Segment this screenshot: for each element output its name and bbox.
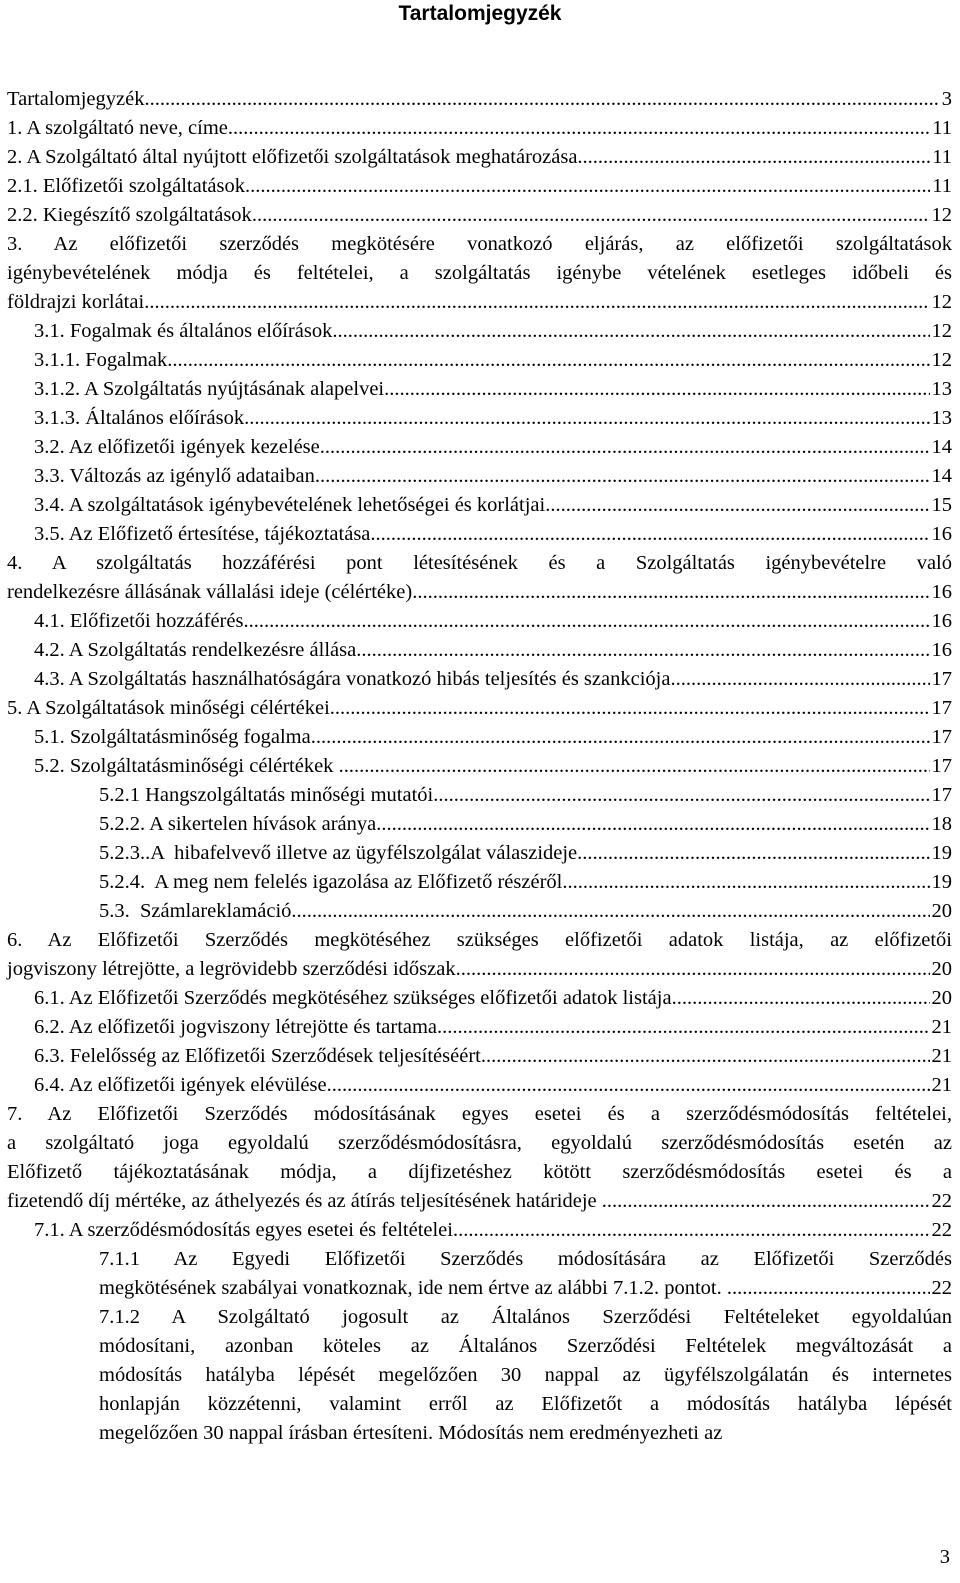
toc-entry-text: 2.1. Előfizetői szolgáltatások — [7, 175, 245, 197]
toc-page-number: 14 — [931, 436, 952, 458]
toc-entry-text: 1. A szolgáltató neve, címe — [7, 117, 228, 139]
toc-page-number: 16 — [931, 523, 952, 545]
toc-entry[interactable] — [7, 810, 952, 839]
toc-page-number: 22 — [931, 1277, 952, 1299]
toc-entry[interactable] — [7, 433, 952, 462]
toc-leader-dots — [481, 1042, 930, 1071]
toc-entry-text: 3.4. A szolgáltatások igénybevételének lehetőségei és korlátjai — [34, 494, 546, 516]
toc-leader-dots — [356, 636, 929, 665]
toc-entry[interactable] — [7, 172, 952, 201]
toc-page-number: 22 — [931, 1190, 952, 1212]
toc-entry[interactable] — [7, 201, 952, 230]
toc-entry[interactable] — [7, 1042, 952, 1071]
toc-entry[interactable] — [7, 404, 952, 433]
toc-entry[interactable] — [7, 549, 952, 607]
toc-entry[interactable] — [7, 636, 952, 665]
toc-entry-text: Tartalomjegyzék — [7, 88, 145, 110]
toc-page-number: 11 — [932, 117, 952, 139]
toc-entry-text: 5.2.2. A sikertelen hívások aránya — [99, 813, 377, 835]
toc-entry-text: 5.2.3..A hibafelvevő illetve az ügyfélszolgálat válaszideje — [99, 842, 578, 864]
toc-entry[interactable] — [7, 752, 952, 781]
toc-page-number: 18 — [931, 813, 952, 835]
toc-entry[interactable] — [7, 491, 952, 520]
toc-entry-text: 3. Az előfizetői szerződés megkötésére vonatkozó eljárás, az előfizetői szolgáltatások — [7, 233, 952, 255]
toc-entry[interactable] — [7, 1303, 952, 1448]
toc-leader-dots — [670, 665, 929, 694]
toc-leader-dots — [437, 1013, 929, 1042]
toc-page-number: 21 — [931, 1016, 952, 1038]
page-number: 3 — [939, 1546, 950, 1568]
toc-entry[interactable] — [7, 839, 952, 868]
toc-page-number: 16 — [931, 639, 952, 661]
toc-entry-text: 3.2. Az előfizetői igények kezelése — [34, 436, 320, 458]
toc-entry-text: 7.1.2 A Szolgáltató jogosult az Általános Szerződési Feltételeket egyoldalúan — [99, 1306, 952, 1328]
toc-page-number: 12 — [931, 204, 952, 226]
toc-entry-text: 4. A szolgáltatás hozzáférési pont létesítésének és a Szolgáltatás igénybevételre való — [7, 552, 952, 574]
toc-entry-text: 6.1. Az Előfizetői Szerződés megkötéséhez szükséges előfizetői adatok listája — [34, 987, 672, 1009]
toc-leader-dots — [167, 346, 929, 375]
toc-entry[interactable] — [7, 1216, 952, 1245]
toc-leader-dots — [456, 955, 930, 984]
toc-entry-text: 3.1.2. A Szolgáltatás nyújtásának alapelvei — [34, 378, 385, 400]
toc-leader-dots — [311, 723, 930, 752]
toc-leader-dots — [602, 1187, 930, 1216]
toc-page-number: 3 — [941, 88, 952, 110]
toc-page-number: 20 — [931, 987, 952, 1009]
toc-page-number: 21 — [931, 1045, 952, 1067]
toc-leader-dots — [327, 1071, 930, 1100]
table-of-contents — [7, 85, 952, 1448]
toc-entry-text: 3.3. Változás az igénylő adataiban — [34, 465, 315, 487]
toc-entry-text: 5.3. Számlareklamáció — [99, 900, 292, 922]
toc-entry[interactable] — [7, 781, 952, 810]
toc-entry[interactable] — [7, 984, 952, 1013]
toc-entry[interactable] — [7, 1071, 952, 1100]
toc-leader-dots — [245, 172, 930, 201]
toc-entry[interactable] — [7, 897, 952, 926]
toc-leader-dots — [412, 578, 929, 607]
toc-leader-dots — [320, 433, 930, 462]
toc-entry[interactable] — [7, 317, 952, 346]
toc-leader-dots — [291, 897, 929, 926]
toc-page-number: 12 — [931, 320, 952, 342]
toc-entry-text: igénybevételének módja és feltételei, a szolgáltatás igénybe vételének esetleges időbeli és — [7, 262, 952, 284]
toc-entry[interactable] — [7, 694, 952, 723]
toc-entry[interactable] — [7, 85, 952, 114]
toc-page-number: 17 — [931, 668, 952, 690]
toc-leader-dots — [672, 984, 930, 1013]
toc-leader-dots — [370, 520, 929, 549]
toc-entry-text: módosítani, azonban köteles az Általános Szerződési Feltételek megváltozását a — [99, 1335, 952, 1357]
toc-entry[interactable] — [7, 230, 952, 317]
toc-leader-dots — [453, 1216, 930, 1245]
toc-entry-text: 7. Az Előfizetői Szerződés módosításának egyes esetei és a szerződésmódosítás feltételei, — [7, 1103, 952, 1125]
toc-entry[interactable] — [7, 1013, 952, 1042]
toc-entry[interactable] — [7, 1100, 952, 1216]
toc-leader-dots — [144, 288, 929, 317]
toc-entry[interactable] — [7, 723, 952, 752]
toc-entry[interactable] — [7, 462, 952, 491]
toc-leader-dots — [332, 317, 929, 346]
toc-leader-dots — [252, 201, 930, 230]
toc-entry-text: megelőzően 30 nappal írásban értesíteni. Módosítás nem eredményezheti az — [99, 1422, 723, 1444]
toc-page-number: 22 — [931, 1219, 952, 1241]
toc-leader-dots — [376, 810, 929, 839]
toc-entry-text: fizetendő díj mértéke, az áthelyezés és az átírás teljesítésének határideje — [7, 1190, 602, 1212]
toc-entry-text: Előfizető tájékoztatásának módja, a díjfizetéshez kötött szerződésmódosítás esetei és a — [7, 1161, 952, 1183]
toc-entry[interactable] — [7, 607, 952, 636]
toc-entry-text: 3.1. Fogalmak és általános előírások — [34, 320, 333, 342]
toc-entry[interactable] — [7, 665, 952, 694]
toc-entry-text: 4.3. A Szolgáltatás használhatóságára vonatkozó hibás teljesítés és szankciója — [34, 668, 671, 690]
toc-leader-dots — [315, 462, 930, 491]
toc-entry[interactable] — [7, 114, 952, 143]
toc-page-number: 17 — [931, 697, 952, 719]
toc-page-number: 12 — [931, 349, 952, 371]
toc-entry[interactable] — [7, 1245, 952, 1303]
toc-entry-text: 6. Az Előfizetői Szerződés megkötéséhez szükséges előfizetői adatok listája, az előfizetői — [7, 929, 952, 951]
toc-leader-dots — [562, 868, 929, 897]
toc-entry-text: 4.1. Előfizetői hozzáférés — [34, 610, 244, 632]
toc-page-number: 17 — [931, 726, 952, 748]
page-title: Tartalomjegyzék — [398, 2, 562, 25]
toc-leader-dots — [577, 839, 929, 868]
toc-leader-dots — [384, 375, 929, 404]
toc-entry[interactable] — [7, 143, 952, 172]
toc-entry-text: földrajzi korlátai — [7, 291, 145, 313]
toc-entry[interactable] — [7, 926, 952, 984]
toc-page-number: 16 — [931, 610, 952, 632]
toc-entry-text: 7.1. A szerződésmódosítás egyes esetei és feltételei — [34, 1219, 453, 1241]
toc-entry[interactable] — [7, 520, 952, 549]
toc-entry-text: 7.1.1 Az Egyedi Előfizetői Szerződés módosítására az Előfizetői Szerződés — [99, 1248, 952, 1270]
toc-entry[interactable] — [7, 868, 952, 897]
toc-entry[interactable] — [7, 346, 952, 375]
toc-entry-text: 5.2.4. A meg nem felelés igazolása az Előfizető részéről — [99, 871, 563, 893]
toc-leader-dots — [727, 1274, 930, 1303]
toc-entry-text: a szolgáltató joga egyoldalú szerződésmódosításra, egyoldalú szerződésmódosítás esetén az — [7, 1132, 952, 1154]
toc-page-number: 17 — [931, 784, 952, 806]
toc-leader-dots — [244, 404, 929, 433]
toc-page-number: 14 — [931, 465, 952, 487]
toc-page-number: 13 — [931, 407, 952, 429]
toc-entry-text: honlapján közzétenni, valamint erről az Előfizetőt a módosítás hatályba lépését — [99, 1393, 952, 1415]
toc-page-number: 19 — [931, 871, 952, 893]
toc-entry-text: 2.2. Kiegészítő szolgáltatások — [7, 204, 252, 226]
toc-entry-text: 3.5. Az Előfizető értesítése, tájékoztatása — [34, 523, 371, 545]
toc-leader-dots — [545, 491, 929, 520]
toc-leader-dots — [339, 752, 930, 781]
toc-leader-dots — [228, 114, 930, 143]
toc-entry-text: jogviszony létrejötte, a legrövidebb szerződési időszak — [7, 958, 456, 980]
toc-page-number: 19 — [931, 842, 952, 864]
toc-leader-dots — [243, 607, 929, 636]
toc-entry-text: 6.4. Az előfizetői igények elévülése — [34, 1074, 327, 1096]
toc-page-number: 12 — [931, 291, 952, 313]
toc-leader-dots — [144, 85, 939, 114]
toc-entry-text: rendelkezésre állásának vállalási ideje (célértéke) — [7, 581, 413, 603]
toc-entry-text: 3.1.1. Fogalmak — [34, 349, 168, 371]
toc-entry-text: megkötésének szabályai vonatkoznak, ide nem értve az alábbi 7.1.2. pontot. — [99, 1277, 727, 1299]
toc-entry-text: 5.2.1 Hangszolgáltatás minőségi mutatói — [99, 784, 434, 806]
toc-leader-dots — [433, 781, 929, 810]
toc-entry-text: 6.3. Felelősség az Előfizetői Szerződések teljesítéséért — [34, 1045, 481, 1067]
toc-page-number: 15 — [931, 494, 952, 516]
toc-entry-text: 5.2. Szolgáltatásminőségi célértékek — [34, 755, 339, 777]
toc-entry-text: 6.2. Az előfizetői jogviszony létrejötte és tartama — [34, 1016, 438, 1038]
toc-page-number: 20 — [931, 958, 952, 980]
toc-leader-dots — [330, 694, 930, 723]
toc-page-number: 13 — [931, 378, 952, 400]
toc-entry-text: módosítás hatályba lépését megelőzően 30 nappal az ügyfélszolgálatán és internetes — [99, 1364, 952, 1386]
toc-entry-text: 2. A Szolgáltató által nyújtott előfizetői szolgáltatások meghatározása — [7, 146, 578, 168]
toc-entry-text: 3.1.3. Általános előírások — [34, 407, 245, 429]
toc-page-number: 16 — [931, 581, 952, 603]
toc-page-number: 21 — [931, 1074, 952, 1096]
toc-page-number: 20 — [931, 900, 952, 922]
toc-entry-text: 5. A Szolgáltatások minőségi célértékei — [7, 697, 330, 719]
toc-leader-dots — [577, 143, 930, 172]
toc-page-number: 11 — [932, 175, 952, 197]
toc-page-number: 11 — [932, 146, 952, 168]
toc-page-number: 17 — [931, 755, 952, 777]
toc-entry-text: 4.2. A Szolgáltatás rendelkezésre állása — [34, 639, 357, 661]
toc-entry-text: 5.1. Szolgáltatásminőség fogalma — [34, 726, 311, 748]
toc-entry[interactable] — [7, 375, 952, 404]
